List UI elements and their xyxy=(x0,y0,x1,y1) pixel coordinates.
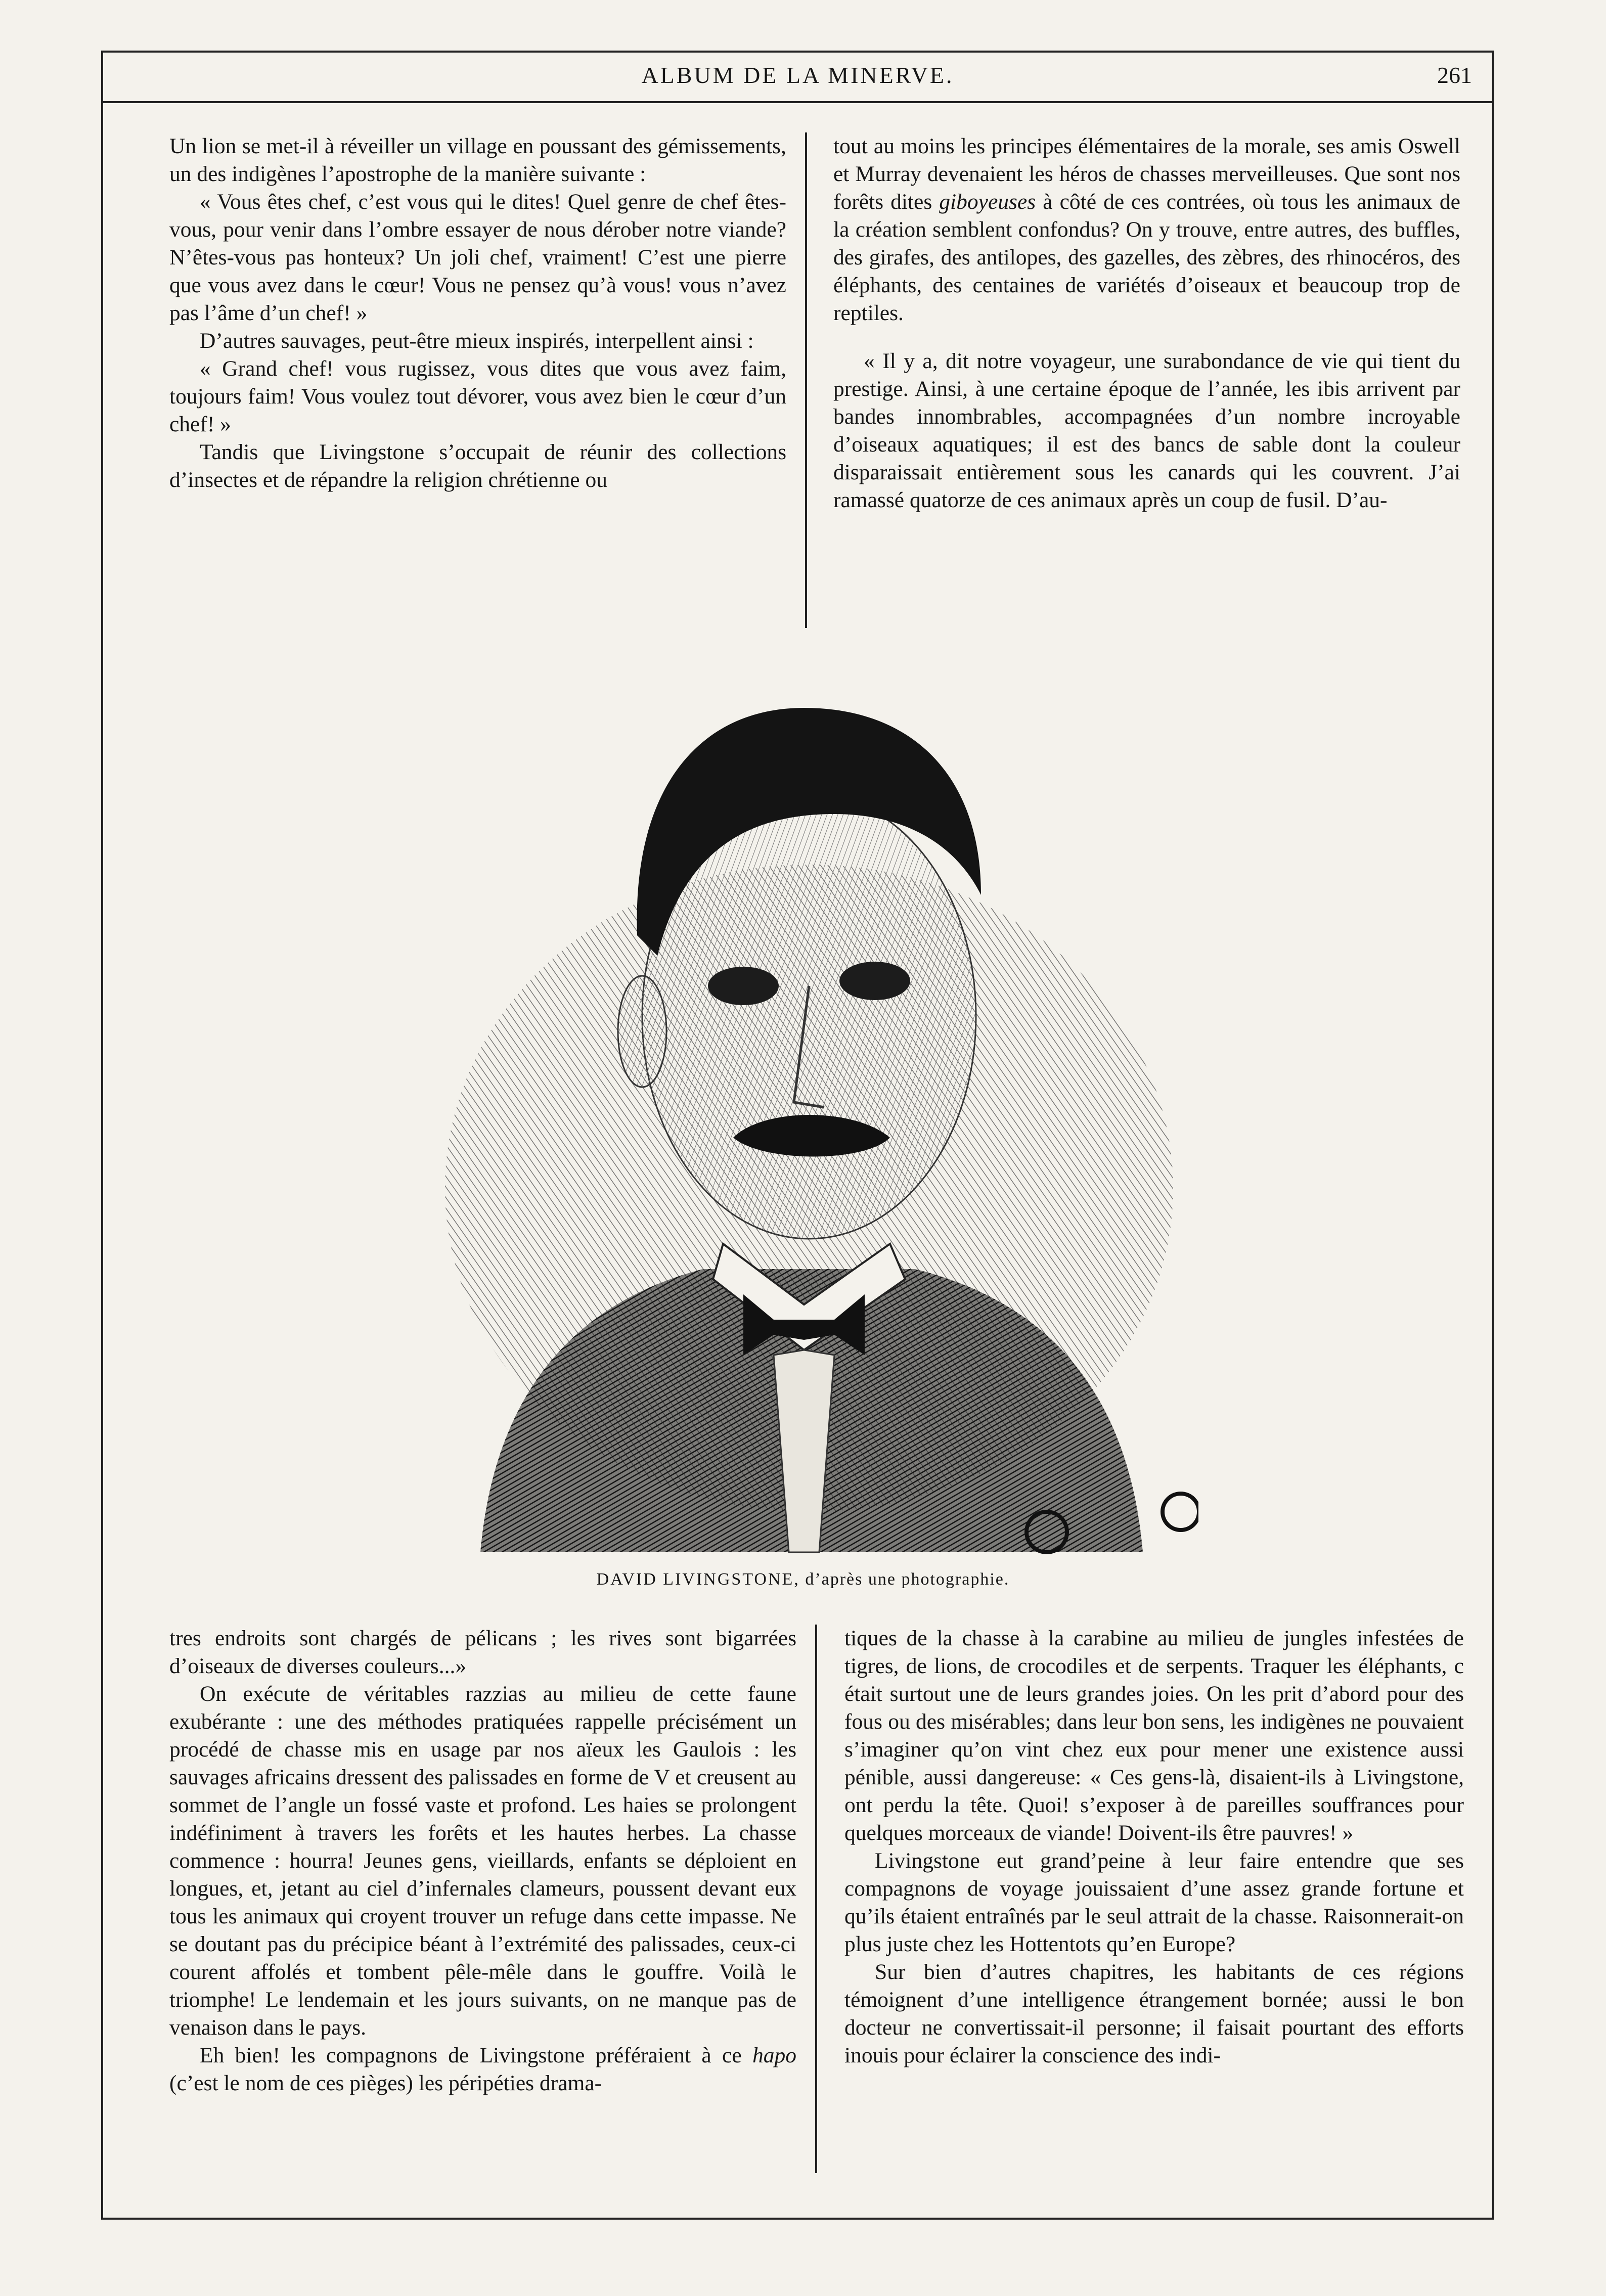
paragraph: « Il y a, dit notre voyageur, une surabondance de vie qui tient du prestige. Ainsi, à une certaine époque de l’année, les ibis arrivent par bandes innombrables, accompagnées d’un nombre incroyable d’oiseaux aquatiques; il est des bancs de sable dont la couleur disparaissait entièrement sous les canards qui les couvrent. J’ai ramassé quatorze de ces animaux après un coup de fusil. D’au- xyxy=(833,349,1460,512)
page-number: 261 xyxy=(1437,62,1472,88)
paragraph: tres endroits sont chargés de pélicans ; les rives sont bigarrées d’oiseaux de diverses couleurs...» xyxy=(169,1626,796,1678)
bottom-right-column xyxy=(844,1625,1464,2069)
top-right-column xyxy=(833,132,1460,514)
figure-caption xyxy=(0,1570,1606,1589)
portrait-engraving xyxy=(420,632,1198,1562)
paragraph: « Grand chef! vous rugissez, vous dites que vous avez faim, toujours faim! Vous voulez tout dévorer, vous avez bien le cœur d’un chef! » xyxy=(169,356,786,436)
column-divider xyxy=(815,1625,817,2173)
paragraph: On exécute de véritables razzias au milieu de cette faune exubérante : une des méthodes pratiquées rappelle précisément un procédé de chasse mis en usage par nos aïeux les Gaulois : les sauvages africains dressent des palissades en forme de V et creusent au sommet de l’angle un fossé vaste et profond. Les haies se prolongent indéfiniment à travers les forêts et les hautes herbes. La chasse commence : hourra! Jeunes gens, vieillards, enfants se déploient en longues, et, jetant au ciel d’infernales clameurs, poussent devant eux tous les animaux qui croyent trouver un refuge dans cette impasse. Ne se doutant pas du précipice béant à l’extrémité des palissades, ceux-ci courent affolés et tombent pêle-mêle dans le gouffre. Voilà le triomphe! Le lendemain et les jours suivants, on ne manque pas de venaison dans le pays. xyxy=(169,1682,796,2040)
paragraph: « Vous êtes chef, c’est vous qui le dites! Quel genre de chef êtes-vous, pour venir dans l’ombre essayer de nous dérober notre viande? N’êtes-vous pas honteux? Un joli chef, vraiment! C’est une pierre que vous avez dans le cœur! Vous ne pensez qu’à vous! vous n’avez pas l’âme d’un chef! » xyxy=(169,190,786,325)
bottom-left-column xyxy=(169,1625,796,2097)
paragraph: tiques de la chasse à la carabine au milieu de jungles infestées de tigres, de lions, de crocodiles et de serpents. Traquer les éléphants, c était surtout une de leurs grandes joies. On les prit d’abord pour des fous ou des misérables; dans leur bon sens, les indigènes ne pouvaient s’imaginer qu’on vint chez eux pour mener une existence aussi pénible, aussi dangereuse: « Ces gens-là, disaient-ils à Livingstone, ont perdu la tête. Quoi! s’exposer à de pareilles souffrances pour quelques morceaux de viande! Doivent-ils être pauvres! » xyxy=(844,1626,1464,1845)
running-title: ALBUM DE LA MINERVE. xyxy=(641,62,954,88)
caption-name: DAVID LIVINGSTONE, xyxy=(596,1570,800,1589)
paragraph: Livingstone eut grand’peine à leur faire entendre que ses compagnons de voyage jouissaient d’une assez grande fortune et qu’ils étaient entraînés par le seul attrait de la chasse. Raisonnerait-on plus juste chez les Hottentots qu’en Europe? xyxy=(844,1849,1464,1956)
paragraph: Un lion se met-il à réveiller un village en poussant des gémissements, un des indigènes l’apostrophe de la manière suivante : xyxy=(169,134,786,186)
paragraph: Eh bien! les compagnons de Livingstone préféraient à ce hapo (c’est le nom de ces pièges) les péripéties drama- xyxy=(169,2043,796,2095)
italic-term: hapo xyxy=(752,2043,796,2067)
paragraph: tout au moins les principes élémentaires de la morale, ses amis Oswell et Murray devenaient les héros de chasses merveilleuses. Que sont nos forêts dites giboyeuses à côté de ces contrées, où tous les animaux de la création semblent confondus? On y trouve, entre autres, des buffles, des girafes, des antilopes, des gazelles, des zèbres, des rhinocéros, des éléphants, des centaines de variétés d’oiseaux et beaucoup trop de reptiles. xyxy=(833,134,1460,325)
italic-term: giboyeuses xyxy=(939,190,1036,214)
caption-credit: d’après une photographie. xyxy=(799,1570,1010,1589)
top-left-column xyxy=(169,132,786,494)
paragraph: D’autres sauvages, peut-être mieux inspirés, interpellent ainsi : xyxy=(200,329,754,353)
page-header xyxy=(103,53,1492,103)
column-divider xyxy=(805,132,807,628)
paragraph: Sur bien d’autres chapitres, les habitants de ces régions témoignent d’une intelligence étrangement bornée; aussi le bon docteur ne convertissait-il personne; il faisait pourtant des efforts inouis pour éclairer la conscience des indi- xyxy=(844,1960,1464,2067)
paragraph: Tandis que Livingstone s’occupait de réunir des collections d’insectes et de répandre la religion chrétienne ou xyxy=(169,440,786,492)
